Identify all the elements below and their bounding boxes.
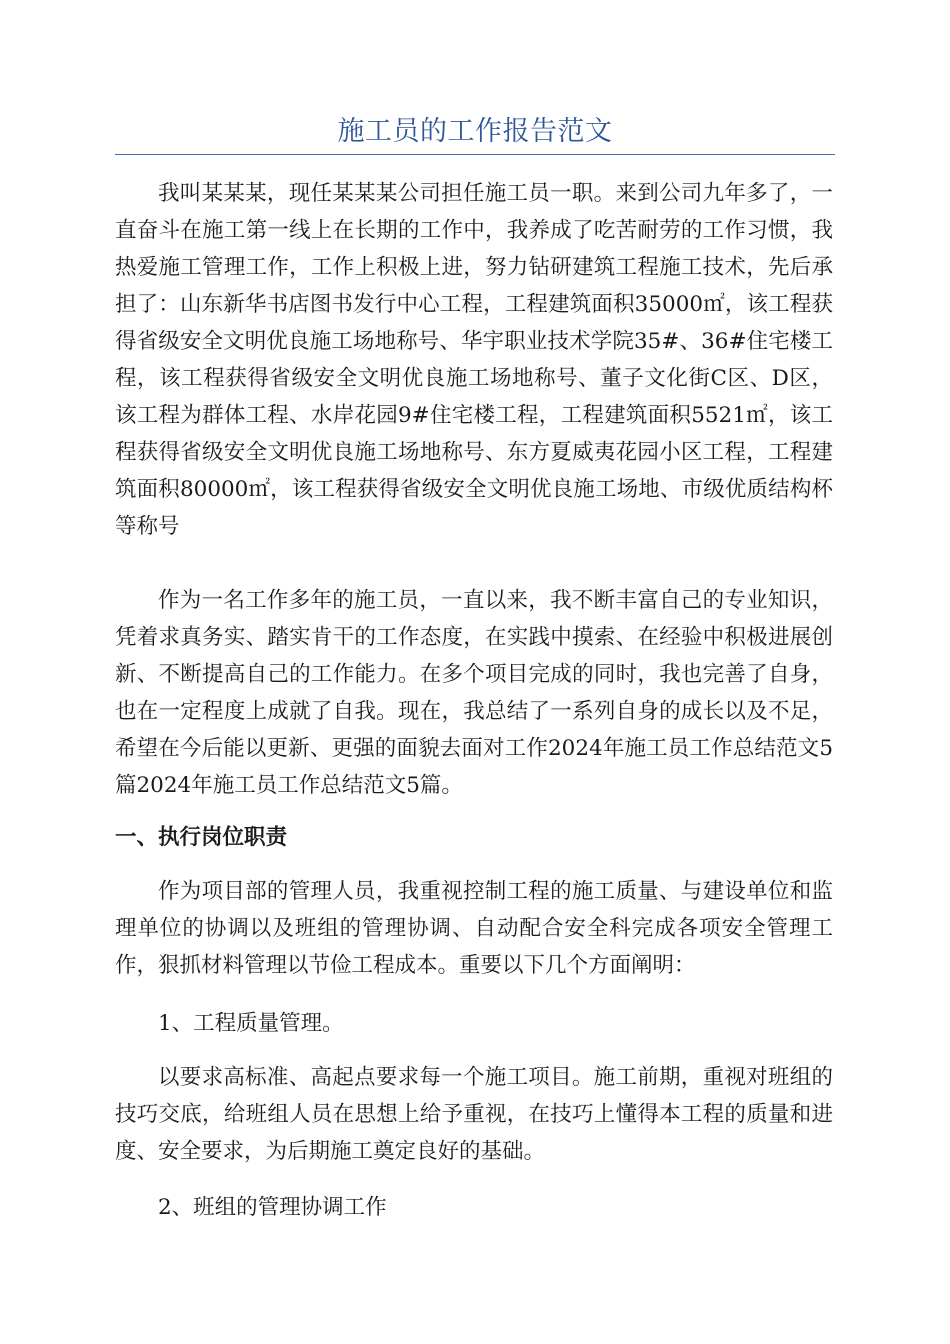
body-paragraph-2: 作为一名工作多年的施工员，一直以来，我不断丰富自己的专业知识，凭着求真务实、踏实肯干的工作态度，在实践中摸索、在经验中积极进展创新、不断提高自己的工作能力。在多个项目完成的同时，我也完善了自身，也在一定程度上成就了自我。现在，我总结了一系列自身的成长以及不足，希望在今后能以更新、更强的面貌去面对工作2024年施工员工作总结范文5篇2024年施工员工作总结范文5篇。 bbox=[115, 588, 833, 798]
list-item-1: 1、工程质量管理。 bbox=[158, 1011, 344, 1036]
intro-paragraph: 我叫某某某，现任某某某公司担任施工员一职。来到公司九年多了，一直奋斗在施工第一线上在长期的工作中，我养成了吃苦耐劳的工作习惯，我热爱施工管理工作，工作上积极上进，努力钻研建筑工程施工技术，先后承担了：山东新华书店图书发行中心工程，工程建筑面积35000㎡，该工程获得省级安全文明优良施工场地称号、华宇职业技术学院35#、36#住宅楼工程，该工程获得省级安全文明优良施工场地称号、董子文化街C区、D区，该工程为群体工程、水岸花园9#住宅楼工程，工程建筑面积5521㎡，该工程获得省级安全文明优良施工场地称号、东方夏威夷花园小区工程，工程建筑面积80000㎡，该工程获得省级安全文明优良施工场地、市级优质结构杯等称号 bbox=[115, 181, 833, 539]
body-paragraph-3: 作为项目部的管理人员，我重视控制工程的施工质量、与建设单位和监理单位的协调以及班组的管理协调、自动配合安全科完成各项安全管理工作，狠抓材料管理以节俭工程成本。重要以下几个方面阐明： bbox=[115, 879, 833, 978]
section-heading-1: 一、执行岗位职责 bbox=[115, 825, 288, 850]
document-title: 施工员的工作报告范文 bbox=[337, 116, 613, 147]
list-item-2: 2、班组的管理协调工作 bbox=[158, 1195, 387, 1220]
title-divider bbox=[115, 154, 835, 155]
body-paragraph-4: 以要求高标准、高起点要求每一个施工项目。施工前期，重视对班组的技巧交底，给班组人员在思想上给予重视，在技巧上懂得本工程的质量和进度、安全要求，为后期施工奠定良好的基础。 bbox=[115, 1065, 833, 1164]
